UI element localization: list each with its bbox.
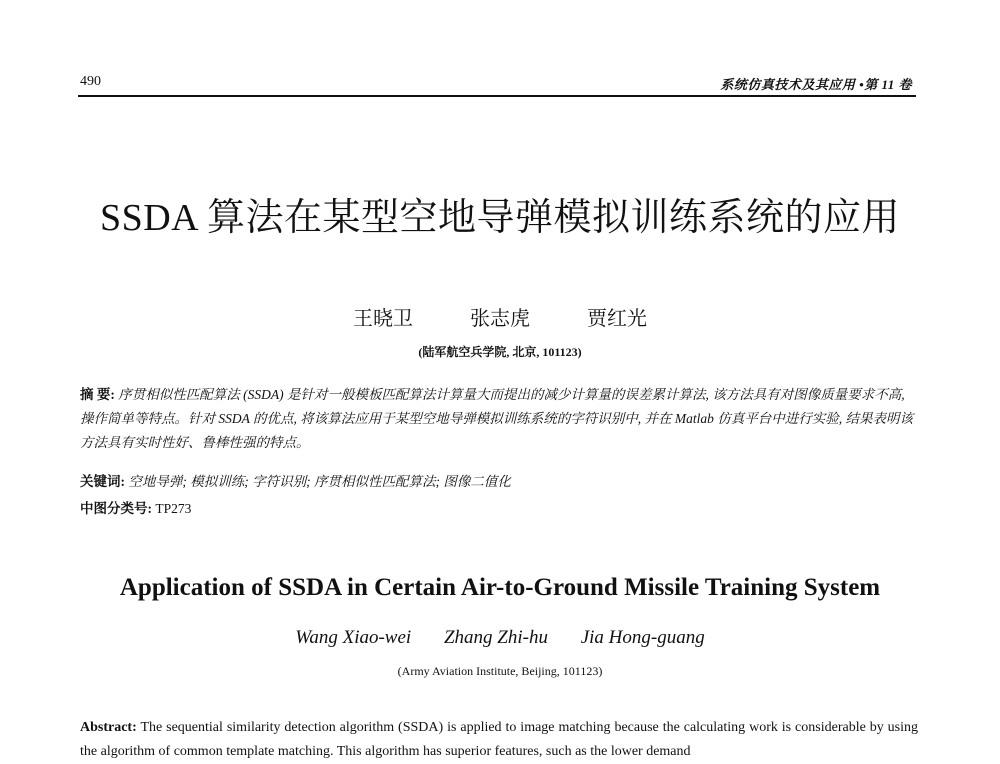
chinese-author-3: 贾红光 — [587, 308, 647, 330]
chinese-title: SSDA 算法在某型空地导弹模拟训练系统的应用 — [99, 197, 901, 239]
chinese-abstract-text: 序贯相似性匹配算法 (SSDA) 是针对一般模板匹配算法计算量大而提出的减少计算量的误差累计算法, 该方法具有对图像质量要求不高, 操作简单等特点。针对 SSDA 的优点, 将该算法应用于某型空地导弹模拟训练系统的字符识别中, 并在 Matlab 仿真平台中进行实验, 结果表明该方法具有实时性好、鲁棒性强的特点。 — [80, 387, 913, 450]
english-abstract — [80, 716, 918, 764]
chinese-keywords — [80, 470, 918, 490]
english-authors — [0, 627, 1000, 649]
english-affiliation: (Army Aviation Institute, Beijing, 101123) — [397, 664, 603, 678]
chinese-abstract — [80, 383, 918, 455]
english-author-3: Jia Hong-guang — [580, 627, 705, 648]
chinese-classification — [80, 497, 918, 517]
journal-running-head: 系统仿真技术及其应用 •第 11 卷 — [720, 77, 912, 92]
chinese-abstract-label: 摘 要: — [80, 387, 115, 402]
english-title: Application of SSDA in Certain Air-to-Ground Missile Training System — [119, 574, 881, 601]
page-number: 490 — [80, 74, 101, 89]
chinese-classification-code: TP273 — [155, 501, 192, 516]
english-abstract-text: The sequential similarity detection algorithm (SSDA) is applied to image matching because the calculating work is considerable by using the algorithm of common template matching. This algorithm has superior features, such as the lower demand — [80, 720, 918, 759]
english-author-1: Wang Xiao-wei — [295, 627, 412, 648]
chinese-classification-label: 中图分类号: — [80, 501, 152, 516]
header-rule — [78, 95, 916, 97]
chinese-author-1: 王晓卫 — [353, 308, 413, 330]
chinese-affiliation: (陆军航空兵学院, 北京, 101123) — [418, 345, 582, 359]
chinese-author-2: 张志虎 — [470, 308, 530, 330]
chinese-authors — [0, 302, 1000, 331]
english-abstract-label: Abstract: — [80, 720, 137, 735]
english-author-2: Zhang Zhi-hu — [443, 627, 548, 648]
chinese-keywords-label: 关键词: — [80, 474, 125, 489]
chinese-keywords-text: 空地导弹; 模拟训练; 字符识别; 序贯相似性匹配算法; 图像二值化 — [128, 474, 511, 489]
